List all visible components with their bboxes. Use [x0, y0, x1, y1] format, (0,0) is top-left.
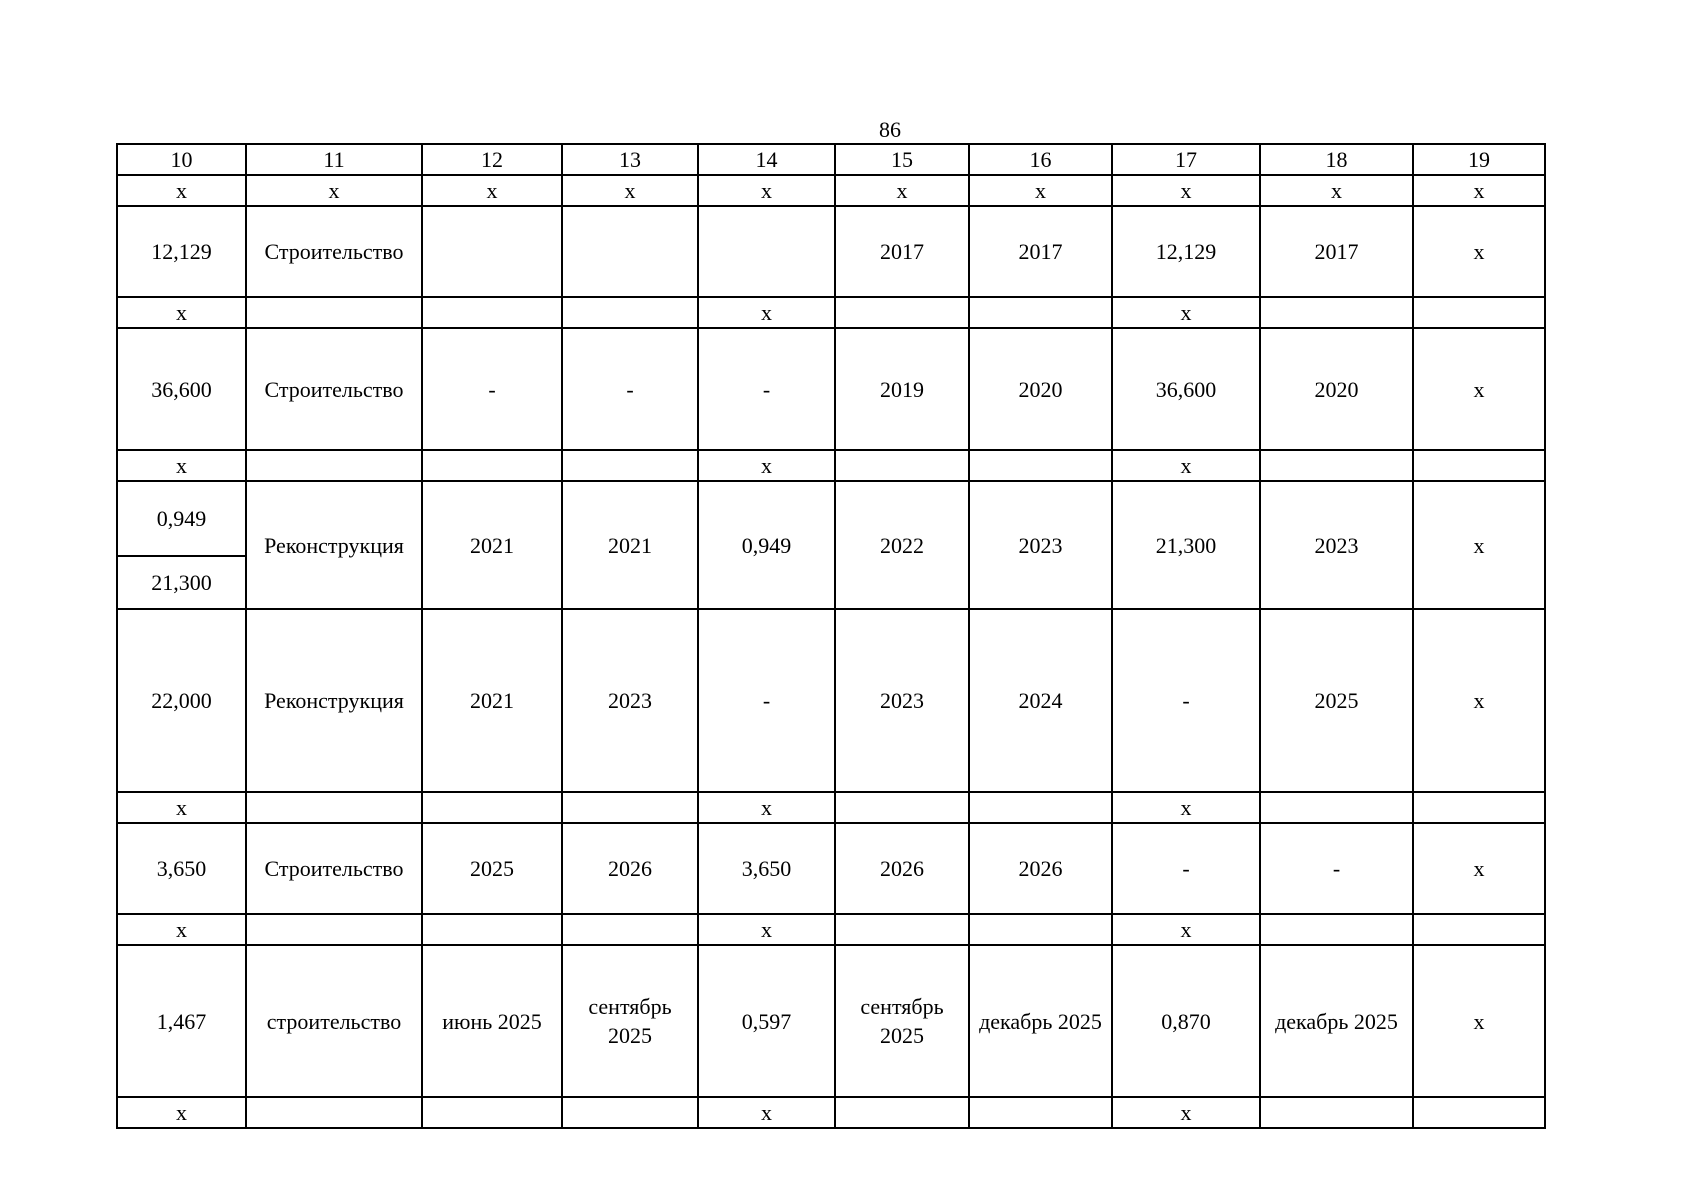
table-cell: -	[698, 609, 835, 792]
table-cell: Реконструкция	[246, 481, 422, 609]
table-cell: -	[422, 328, 562, 450]
table-cell: x	[1413, 328, 1545, 450]
table-cell	[1413, 914, 1545, 945]
table-cell	[422, 297, 562, 328]
table-cell: 2020	[969, 328, 1112, 450]
table-cell: -	[698, 328, 835, 450]
table-row	[117, 206, 1545, 297]
table-cell	[835, 450, 969, 481]
table-cell: Строительство	[246, 328, 422, 450]
table-cell: 2025	[422, 823, 562, 914]
table-cell: x	[1112, 914, 1260, 945]
table-cell: 12,129	[117, 206, 246, 297]
table-cell: -	[1112, 609, 1260, 792]
table-cell: 0,870	[1112, 945, 1260, 1097]
table-cell: x	[1112, 297, 1260, 328]
table-cell: 21,300	[1112, 481, 1260, 609]
table-cell: x	[698, 1097, 835, 1128]
table-row	[117, 1097, 1545, 1128]
table-cell: x	[422, 175, 562, 206]
column-header: 15	[835, 144, 969, 175]
column-header: 16	[969, 144, 1112, 175]
header-row	[117, 144, 1545, 175]
table-cell: x	[1413, 206, 1545, 297]
table-cell	[422, 1097, 562, 1128]
table-cell	[1260, 792, 1413, 823]
table-cell	[246, 297, 422, 328]
table-cell: июнь 2025	[422, 945, 562, 1097]
table-cell: строительство	[246, 945, 422, 1097]
table-cell: 2026	[835, 823, 969, 914]
table-cell: 2021	[422, 481, 562, 609]
table-cell	[835, 792, 969, 823]
table-cell	[562, 206, 698, 297]
table-cell	[1413, 1097, 1545, 1128]
table-cell: x	[117, 175, 246, 206]
table-cell	[835, 914, 969, 945]
table-cell	[835, 297, 969, 328]
table-cell: x	[1112, 792, 1260, 823]
table-cell	[969, 297, 1112, 328]
table-cell: x	[1413, 945, 1545, 1097]
table-cell	[422, 914, 562, 945]
table-cell	[1260, 297, 1413, 328]
column-header: 10	[117, 144, 246, 175]
table-cell	[1413, 450, 1545, 481]
table-row	[117, 945, 1545, 1097]
table-cell	[562, 792, 698, 823]
table-cell: Реконструкция	[246, 609, 422, 792]
table-cell: x	[698, 450, 835, 481]
table-cell: x	[117, 450, 246, 481]
table-cell: x	[117, 792, 246, 823]
table-cell	[969, 1097, 1112, 1128]
table-cell	[835, 1097, 969, 1128]
table-cell: 2023	[1260, 481, 1413, 609]
table-cell: 2020	[1260, 328, 1413, 450]
table-cell: x	[1413, 609, 1545, 792]
table-cell: декабрь 2025	[969, 945, 1112, 1097]
table-cell: Строительство	[246, 823, 422, 914]
table-cell	[1413, 792, 1545, 823]
table-cell: 2023	[562, 609, 698, 792]
table-cell: 2019	[835, 328, 969, 450]
column-header: 14	[698, 144, 835, 175]
table-cell	[1260, 914, 1413, 945]
table-cell: 0,597	[698, 945, 835, 1097]
column-header: 12	[422, 144, 562, 175]
table-cell: x	[1413, 481, 1545, 609]
table-cell: 12,129	[1112, 206, 1260, 297]
table-cell: x	[1413, 823, 1545, 914]
table-cell	[969, 914, 1112, 945]
table-cell: x	[1112, 175, 1260, 206]
table-row	[117, 609, 1545, 792]
table-row	[117, 450, 1545, 481]
table-cell: 36,600	[1112, 328, 1260, 450]
table-row	[117, 481, 1545, 556]
table-cell: 21,300	[117, 556, 246, 609]
column-header: 13	[562, 144, 698, 175]
table-cell: x	[835, 175, 969, 206]
table-cell	[246, 914, 422, 945]
page-number: 86	[879, 117, 901, 142]
table-row	[117, 297, 1545, 328]
table-cell: 36,600	[117, 328, 246, 450]
table-cell: сентябрь 2025	[835, 945, 969, 1097]
table-cell: -	[1260, 823, 1413, 914]
table-cell: 2026	[969, 823, 1112, 914]
table-row	[117, 175, 1545, 206]
table-row	[117, 823, 1545, 914]
table-cell: x	[1260, 175, 1413, 206]
table-cell: x	[1413, 175, 1545, 206]
table-cell: x	[117, 1097, 246, 1128]
table-cell: 22,000	[117, 609, 246, 792]
column-header: 17	[1112, 144, 1260, 175]
table-cell: 2023	[835, 609, 969, 792]
table-cell: x	[698, 914, 835, 945]
table-cell: 2024	[969, 609, 1112, 792]
table-cell: 0,949	[698, 481, 835, 609]
table-cell: x	[117, 914, 246, 945]
column-header: 18	[1260, 144, 1413, 175]
table-cell: 3,650	[698, 823, 835, 914]
table-cell: 2023	[969, 481, 1112, 609]
table-cell: Строительство	[246, 206, 422, 297]
table-cell: 2022	[835, 481, 969, 609]
table-cell	[246, 450, 422, 481]
table-cell	[562, 450, 698, 481]
table-cell: 2025	[1260, 609, 1413, 792]
table-cell: 2017	[1260, 206, 1413, 297]
table-cell: сентябрь 2025	[562, 945, 698, 1097]
table-cell: 2017	[835, 206, 969, 297]
table-cell	[1260, 1097, 1413, 1128]
table-cell: -	[1112, 823, 1260, 914]
table-cell: 2021	[422, 609, 562, 792]
table-cell	[969, 792, 1112, 823]
table-cell: 3,650	[117, 823, 246, 914]
table-cell: 2021	[562, 481, 698, 609]
table-cell	[1413, 297, 1545, 328]
table-cell	[422, 206, 562, 297]
table-row	[117, 792, 1545, 823]
data-table	[116, 143, 1546, 1129]
table-cell: x	[698, 175, 835, 206]
table-cell	[246, 792, 422, 823]
table-cell: x	[562, 175, 698, 206]
table-cell	[562, 1097, 698, 1128]
table-cell	[562, 914, 698, 945]
table-cell: x	[1112, 450, 1260, 481]
table-cell: x	[698, 792, 835, 823]
table-cell: 2026	[562, 823, 698, 914]
table-cell: x	[1112, 1097, 1260, 1128]
table-cell	[1260, 450, 1413, 481]
table-cell: 0,949	[117, 481, 246, 556]
table-cell: 2017	[969, 206, 1112, 297]
table-cell: декабрь 2025	[1260, 945, 1413, 1097]
table-cell: x	[246, 175, 422, 206]
table-row	[117, 914, 1545, 945]
table-cell: x	[698, 297, 835, 328]
table-cell: 1,467	[117, 945, 246, 1097]
column-header: 11	[246, 144, 422, 175]
column-header: 19	[1413, 144, 1545, 175]
table-cell: -	[562, 328, 698, 450]
table-cell	[422, 450, 562, 481]
table-cell	[422, 792, 562, 823]
table-cell: x	[969, 175, 1112, 206]
table-cell	[562, 297, 698, 328]
table-cell	[246, 1097, 422, 1128]
table-row	[117, 328, 1545, 450]
table-cell	[698, 206, 835, 297]
table-cell	[969, 450, 1112, 481]
table-cell: x	[117, 297, 246, 328]
